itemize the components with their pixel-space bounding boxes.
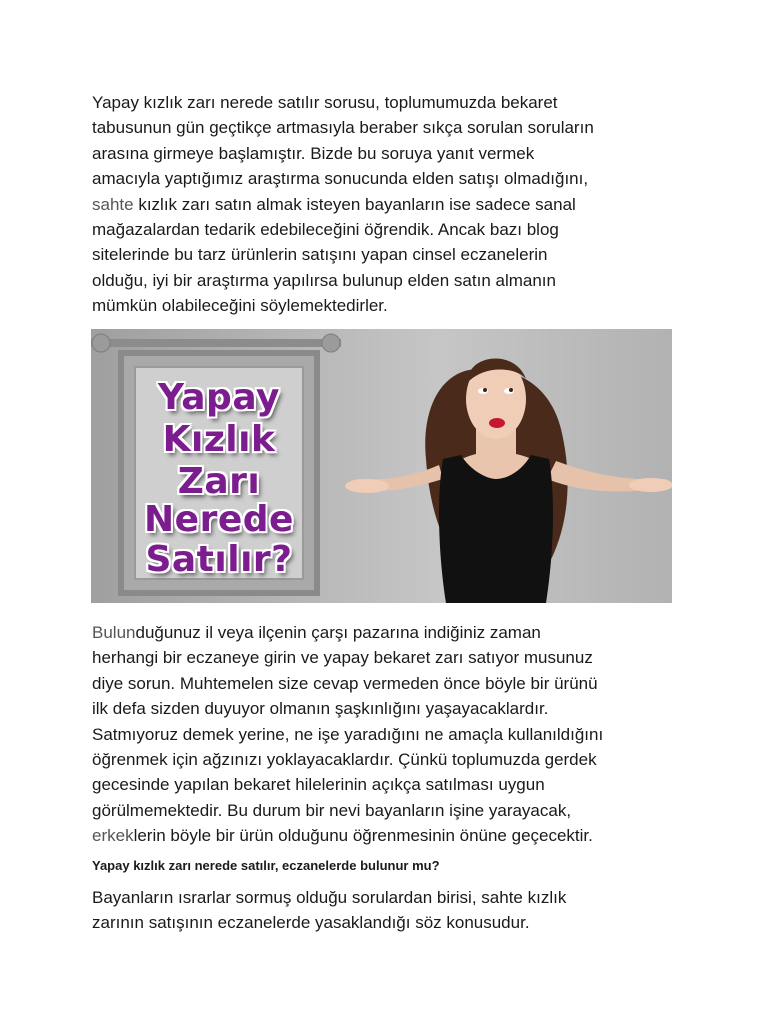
lips: [489, 418, 505, 428]
image-title-line: Kızlık: [162, 419, 276, 460]
image-title-line: Zarı: [177, 461, 261, 502]
paragraph-line: sitelerinde bu tarz ürünlerin satışını yapan cinsel eczanelerin: [92, 245, 548, 265]
muted-word: Bulun: [92, 623, 136, 642]
intro-paragraph: [92, 90, 692, 319]
paragraph-line: tabusunun gün geçtikçe artmasıyla beraber sıkça sorulan soruların: [92, 118, 594, 138]
paragraph-line: herhangi bir eczaneye girin ve yapay bekaret zarı satıyor musunuz: [92, 648, 593, 668]
paragraph-line: arasına girmeye başlamıştır. Bizde bu soruya yanıt vermek: [92, 143, 535, 163]
muted-word: sahte: [92, 194, 134, 214]
image-title-line: Nerede: [144, 499, 294, 540]
body-paragraph: [92, 620, 692, 849]
paragraph-line: gecesinde yapılan bekaret hilelerinin açıkça satılması uygun: [92, 775, 545, 795]
right-pupil: [509, 388, 513, 392]
paragraph-line: erkeklerin böyle bir ürün olduğunu öğrenmesinin önüne geçecektir.: [92, 826, 593, 846]
section-heading: Yapay kızlık zarı nerede satılır, eczanelerde bulunur mu?: [92, 858, 440, 873]
right-hand: [629, 478, 672, 492]
paragraph-line: zarının satışının eczanelerde yasaklandığı söz konusudur.: [92, 913, 530, 933]
paragraph-line: diye sorun. Muhtemelen size cevap vermeden önce böyle bir ürünü: [92, 673, 598, 693]
image-title-line: Yapay: [158, 377, 280, 418]
curtain-rod: [91, 339, 341, 347]
article-image: [91, 329, 672, 603]
paragraph-line: ilk defa sizden duyuyor olmanın şaşkınlığını yaşayacaklardır.: [92, 699, 549, 719]
paragraph-line: Bayanların ısrarlar sormuş olduğu sorulardan birisi, sahte kızlık: [92, 888, 567, 907]
muted-word: erkek: [92, 826, 134, 846]
paragraph-line: mağazalardan tedarik edebileceğini öğrendik. Ancak bazı blog: [92, 220, 559, 240]
rod-finial-left: [92, 334, 110, 352]
paragraph-line: Satmıyoruz demek yerine, ne işe yaradığını ne amaçla kullanıldığını: [92, 724, 604, 744]
paragraph-line: mümkün olabileceğini söylemektedirler.: [92, 296, 388, 316]
left-hand: [345, 479, 389, 493]
left-pupil: [483, 388, 487, 392]
paragraph-line: Bulunduğunuz il veya ilçenin çarşı pazarına indiğiniz zaman: [92, 623, 541, 642]
rod-finial-right: [322, 334, 340, 352]
paragraph-line: olduğu, iyi bir araştırma yapılırsa bulunup elden satın almanın: [92, 270, 556, 290]
paragraph-line: öğrenmek için ağzınızı yoklayacaklardır. Çünkü toplumuzda gerdek: [92, 750, 597, 770]
paragraph-line: sahte kızlık zarı satın almak isteyen bayanların ise sadece sanal: [92, 194, 576, 214]
image-title-line: Satılır?: [145, 539, 293, 580]
closing-paragraph: [92, 885, 692, 936]
paragraph-line: görülmemektedir. Bu durum bir nevi bayanların işine yarayacak,: [92, 800, 572, 820]
paragraph-line: amacıyla yaptığımız araştırma sonucunda elden satışı olmadığını,: [92, 169, 589, 189]
paragraph-line: Yapay kızlık zarı nerede satılır sorusu, toplumumuzda bekaret: [92, 93, 558, 112]
